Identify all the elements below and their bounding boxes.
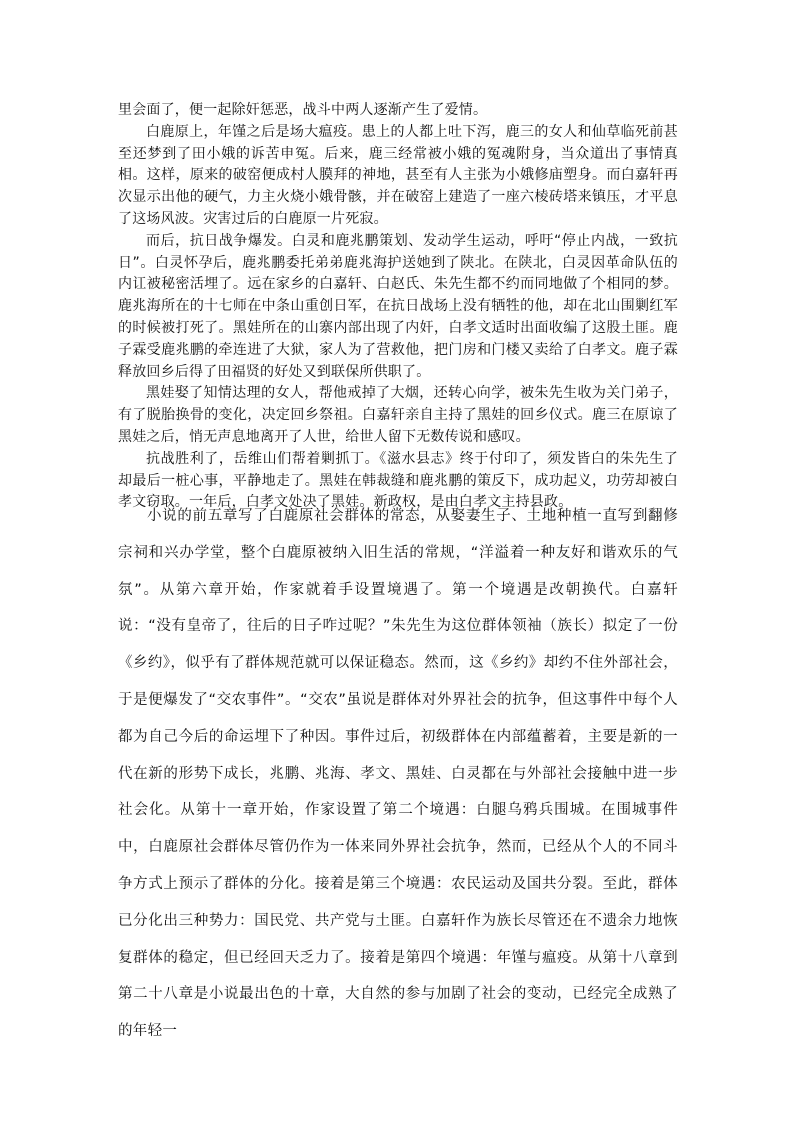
summary-paragraph-heiwa: 黑娃娶了知情达理的女人，帮他戒掉了大烟，还转心向学，被朱先生收为关门弟子，有了脱胎换骨的变化，决定回乡祭祖。白嘉轩亲自主持了黑娃的回乡仪式。鹿三在原谅了黑娃之后，悄无声息地离开了人世，给世人留下无数传说和感叹。 [118,385,678,445]
plot-summary-section [118,100,678,514]
summary-paragraph-continued: 里会面了，便一起除奸惩恶，战斗中两人逐渐产生了爱情。 [118,102,488,118]
summary-paragraph-victory: 抗战胜利了，岳维山们帮着剿抓丁。《滋水县志》终于付印了，须发皆白的朱先生了却最后一桩心事，平静地走了。黑娃在韩裁缝和鹿兆鹏的策反下，成功起义，功劳却被白孝文窃取。一年后，白孝文处决了黑娃。新政权，是由白孝文主持县政。 [118,450,678,511]
analysis-paragraph: 小说的前五章写了白鹿原社会群体的常态，从娶妻生子、土地种植一直写到翻修宗祠和兴办学堂，整个白鹿原被纳入旧生活的常规，“洋溢着一种友好和谐欢乐的气氛”。从第六章开始，作家就着手设置境遇了。第一个境遇是改朝换代。白嘉轩说：“没有皇帝了，往后的日子咋过呢？”朱先生为这位群体领袖（族长）拟定了一份《乡约》，似乎有了群体规范就可以保证稳态。然而，这《乡约》却约不住外部社会，于是便爆发了“交农事件”。“交农”虽说是群体对外界社会的抗争，但这事件中每个人都为自己今后的命运埋下了种因。事件过后，初级群体在内部蕴蓄着，主要是新的一代在新的形势下成长，兆鹏、兆海、孝文、黑娃、白灵都在与外部社会接触中进一步社会化。从第十一章开始，作家设置了第二个境遇：白腿乌鸦兵围城。在围城事件中，白鹿原社会群体尽管仍作为一体来同外界社会抗争，然而，已经从个人的不同斗争方式上预示了群体的分化。接着是第三个境遇：农民运动及国共分裂。至此，群体已分化出三种势力：国民党、共产党与土匪。白嘉轩作为族长尽管还在不遗余力地恢复群体的稳定，但已经回天乏力了。接着是第四个境遇：年馑与瘟疫。从第十八章到第二十八章是小说最出色的十章，大自然的参与加剧了社会的变动，已经完全成熟了的年轻一 [118,508,678,1040]
summary-paragraph-war: 而后，抗日战争爆发。白灵和鹿兆鹏策划、发动学生运动，呼吁“停止内战，一致抗日”。白灵怀孕后，鹿兆鹏委托弟弟鹿兆海护送她到了陕北。在陕北，白灵因革命队伍的内讧被秘密活埋了。远在家乡的白嘉轩、白赵氏、朱先生都不约而同地做了个相同的梦。鹿兆海所在的十七师在中条山重创日军，在抗日战场上没有牺牲的他，却在北山围剿红军的时候被打死了。黑娃所在的山寨内部出现了内奸，白孝文适时出面收编了这股土匪。鹿子霖受鹿兆鹏的牵连进了大狱，家人为了营救他，把门房和门楼又卖给了白孝文。鹿子霖释放回乡后得了田福贤的好处又到联保所供职了。 [118,232,678,380]
summary-paragraph-plague: 白鹿原上，年馑之后是场大瘟疫。患上的人都上吐下泻，鹿三的女人和仙草临死前甚至还梦到了田小娥的诉苦申冤。后来，鹿三经常被小娥的冤魂附身，当众道出了事情真相。这样，原来的破窑便成村人膜拜的神地，甚至有人主张为小娥修庙塑身。而白嘉轩再次显示出他的硬气，力主火烧小娥骨骸，并在破窑上建造了一座六棱砖塔来镇压，才平息了这场风波。灾害过后的白鹿原一片死寂。 [118,123,678,227]
analysis-section [118,498,678,1050]
